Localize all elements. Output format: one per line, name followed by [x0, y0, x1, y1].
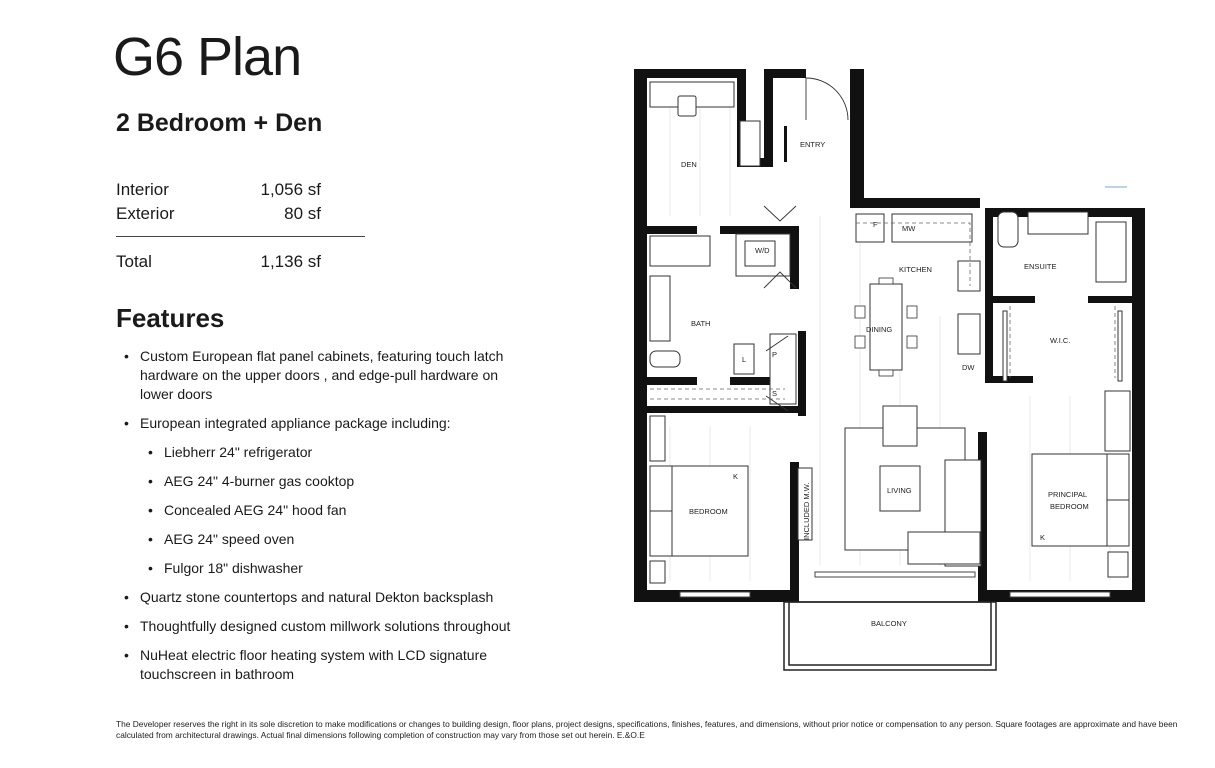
- label-l: L: [742, 355, 747, 364]
- area-value: 80 sf: [284, 204, 321, 223]
- label-p: P: [772, 350, 778, 359]
- label-included-mw: INCLUDED M.W.: [802, 482, 811, 540]
- label-k-principal: K: [1040, 533, 1046, 542]
- feature-item: • Custom European flat panel cabinets, featuring touch latch hardware on the upper doors , and edge-pull hardware on lower doors: [124, 347, 534, 404]
- label-principal: PRINCIPAL: [1048, 490, 1088, 499]
- label-kitchen: KITCHEN: [899, 265, 932, 274]
- area-row-exterior: [116, 204, 321, 224]
- area-label: Exterior: [116, 204, 175, 223]
- total-label: Total: [116, 252, 152, 271]
- label-living: LIVING: [887, 486, 912, 495]
- label-wd: W/D: [755, 246, 770, 255]
- label-entry: ENTRY: [800, 140, 826, 149]
- label-mw: MW: [902, 224, 916, 233]
- label-principal-bedroom: BEDROOM: [1050, 502, 1089, 511]
- feature-item: • Quartz stone countertops and natural Dekton backsplash: [124, 588, 534, 607]
- label-k-bedroom: K: [733, 472, 739, 481]
- area-divider: [116, 236, 365, 237]
- label-ensuite: ENSUITE: [1024, 262, 1057, 271]
- area-row-interior: [116, 180, 321, 200]
- plan-title: G6 Plan: [113, 27, 302, 87]
- plan-subtitle: 2 Bedroom + Den: [116, 109, 323, 137]
- windows: [680, 572, 1110, 597]
- label-balcony: BALCONY: [871, 619, 907, 628]
- appliance-item: • Fulgor 18" dishwasher: [148, 559, 534, 578]
- feature-item: • Thoughtfully designed custom millwork solutions throughout: [124, 617, 534, 636]
- appliance-list: [148, 443, 534, 578]
- features-list: [124, 347, 534, 694]
- label-den: DEN: [681, 160, 697, 169]
- appliance-item: • AEG 24" 4-burner gas cooktop: [148, 472, 534, 491]
- label-f: F: [873, 220, 878, 229]
- feature-item: • NuHeat electric floor heating system with LCD signature touchscreen in bathroom: [124, 646, 534, 684]
- floor-plan: [630, 66, 1150, 676]
- label-dining: DINING: [866, 325, 893, 334]
- features-heading: Features: [116, 303, 225, 333]
- area-row-total: [116, 252, 321, 272]
- label-bath: BATH: [691, 319, 711, 328]
- total-value: 1,136 sf: [260, 252, 321, 271]
- label-s: S: [772, 389, 778, 398]
- feature-item-text: European integrated appliance package including:: [140, 415, 451, 431]
- feature-item-appliances: [124, 414, 534, 578]
- balcony-outline: [784, 602, 996, 670]
- appliance-item: • Concealed AEG 24" hood fan: [148, 501, 534, 520]
- area-label: Interior: [116, 180, 169, 199]
- appliance-item: • AEG 24" speed oven: [148, 530, 534, 549]
- appliance-item: • Liebherr 24" refrigerator: [148, 443, 534, 462]
- label-wic: W.I.C.: [1050, 336, 1071, 345]
- label-bedroom: BEDROOM: [689, 507, 728, 516]
- label-dw: DW: [962, 363, 975, 372]
- disclaimer: The Developer reserves the right in its sole discretion to make modifications or changes to building design, floor plans, project designs, specifications, finishes, features, and dimensions, without prior notice or compensation to any person. Square footages are approximate and have been calculated from architectural drawings. Actual final dimensions following completion of construction may vary from those set out herein. E.&O.E: [116, 719, 1178, 740]
- area-value: 1,056 sf: [260, 180, 321, 199]
